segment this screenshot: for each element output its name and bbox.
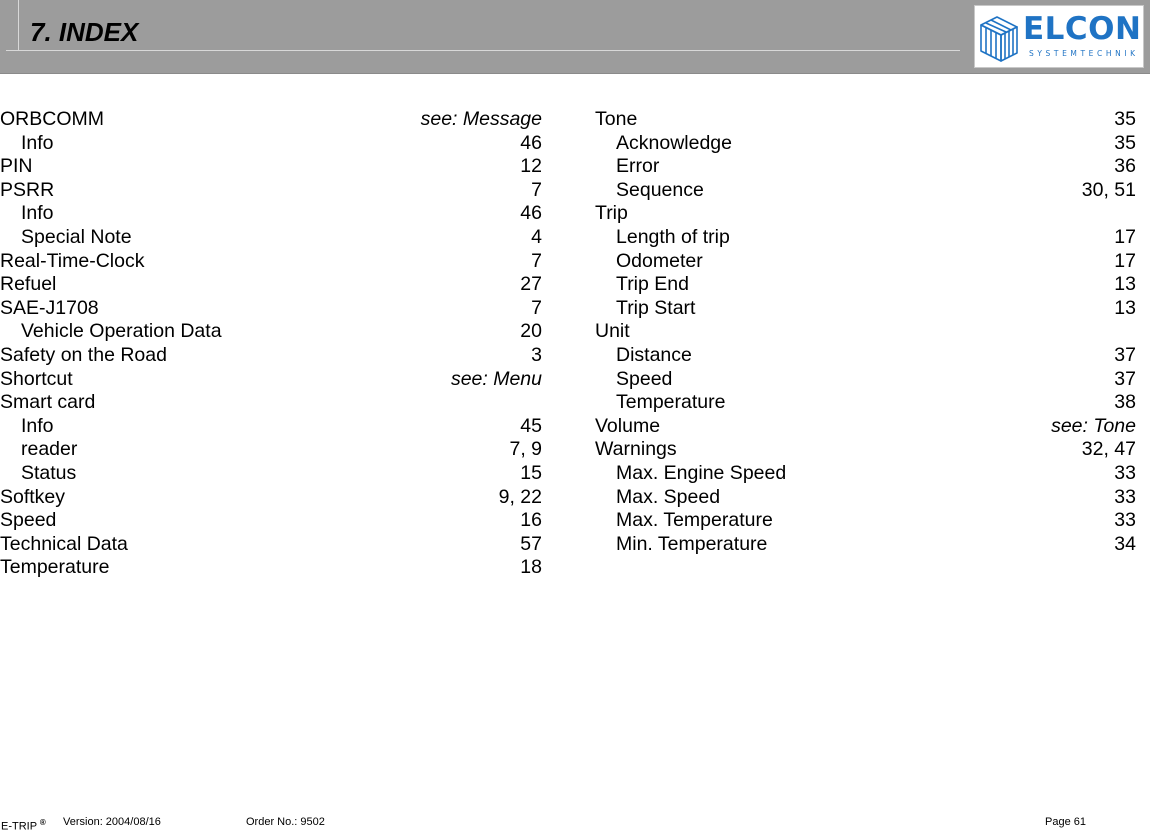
index-term: Info xyxy=(21,414,54,437)
index-term: ORBCOMM xyxy=(0,108,104,130)
index-page-ref: 33 xyxy=(1114,485,1136,508)
index-subentry xyxy=(595,462,1136,486)
index-entry xyxy=(595,108,1136,132)
index-term: Sequence xyxy=(616,178,704,201)
index-page-ref: 27 xyxy=(520,273,542,296)
index-page-ref: 46 xyxy=(520,131,542,154)
index-subentry xyxy=(0,320,542,344)
footer-product: E-TRIP ® xyxy=(1,818,46,833)
index-entry xyxy=(595,415,1136,439)
index-subentry xyxy=(595,391,1136,415)
index-term: Min. Temperature xyxy=(616,532,768,555)
index-entry xyxy=(595,438,1136,462)
header-divider xyxy=(6,50,960,51)
index-term: Volume xyxy=(595,414,661,437)
index-term: Odometer xyxy=(616,249,703,272)
index-entry xyxy=(0,344,542,368)
index-term: Trip End xyxy=(616,273,689,296)
index-term: Max. Engine Speed xyxy=(616,461,787,484)
index-page-ref: 57 xyxy=(520,532,542,555)
index-page-ref: 35 xyxy=(1114,131,1136,154)
index-term: Temperature xyxy=(616,391,726,414)
header-divider-vertical xyxy=(18,0,19,50)
index-page-ref: see: Tone xyxy=(1051,414,1136,437)
index-subentry xyxy=(595,509,1136,533)
index-entry xyxy=(0,533,542,557)
index-entry xyxy=(595,320,1136,344)
index-subentry xyxy=(0,202,542,226)
registered-mark: ® xyxy=(39,818,46,827)
footer-page-number: Page 61 xyxy=(1045,816,1086,828)
index-subentry xyxy=(595,226,1136,250)
logo-brand-text: ELCON xyxy=(1023,11,1142,47)
index-subentry xyxy=(595,368,1136,392)
index-subentry xyxy=(0,462,542,486)
index-term: Refuel xyxy=(0,273,57,296)
index-term: Max. Speed xyxy=(616,485,721,508)
index-term: Status xyxy=(21,461,77,484)
index-page-ref: see: Menu xyxy=(450,367,542,390)
index-column-left xyxy=(0,108,542,580)
index-subentry xyxy=(0,438,542,462)
index-page-ref: 7 xyxy=(531,249,542,272)
page-footer xyxy=(0,815,1150,833)
index-term: Unit xyxy=(595,320,630,343)
index-subentry xyxy=(0,132,542,156)
index-subentry xyxy=(0,226,542,250)
index-term: Acknowledge xyxy=(616,131,732,154)
index-term: Error xyxy=(616,155,660,178)
index-term: Distance xyxy=(616,343,692,366)
index-term: Speed xyxy=(616,367,673,390)
index-entry xyxy=(595,202,1136,226)
footer-version: Version: 2004/08/16 xyxy=(63,816,161,828)
index-page-ref: 38 xyxy=(1114,391,1136,414)
index-subentry xyxy=(595,344,1136,368)
page-title: 7. INDEX xyxy=(30,17,139,47)
index-entry xyxy=(0,250,542,274)
index-term: Softkey xyxy=(0,485,66,508)
index-subentry xyxy=(595,250,1136,274)
index-page-ref: 12 xyxy=(520,155,542,178)
index-subentry xyxy=(595,179,1136,203)
index-term: Smart card xyxy=(0,391,96,414)
index-entry xyxy=(0,179,542,203)
index-subentry xyxy=(595,486,1136,510)
index-entry xyxy=(0,486,542,510)
index-page-ref: 32, 47 xyxy=(1081,438,1136,461)
index-page-ref: 17 xyxy=(1114,225,1136,248)
index-entry xyxy=(0,556,542,580)
index-term: Speed xyxy=(0,509,57,532)
index-term: Info xyxy=(21,202,54,225)
index-page-ref: 33 xyxy=(1114,509,1136,532)
index-entry xyxy=(0,297,542,321)
cube-logo-icon xyxy=(977,9,1021,65)
index-page-ref: 15 xyxy=(520,461,542,484)
index-page-ref: 35 xyxy=(1114,108,1136,130)
index-entry xyxy=(0,391,542,415)
index-page-ref: 46 xyxy=(520,202,542,225)
index-subentry xyxy=(595,533,1136,557)
index-term: Warnings xyxy=(595,438,677,461)
index-page-ref: 20 xyxy=(520,320,542,343)
index-page-ref: 30, 51 xyxy=(1081,178,1136,201)
index-term: Technical Data xyxy=(0,532,128,555)
index-term: Tone xyxy=(595,108,638,130)
index-page-ref: 33 xyxy=(1114,461,1136,484)
index-page-ref: 13 xyxy=(1114,273,1136,296)
index-term: PSRR xyxy=(0,178,55,201)
index-term: Trip xyxy=(595,202,628,225)
index-term: Info xyxy=(21,131,54,154)
index-term: Safety on the Road xyxy=(0,343,167,366)
index-term: Real-Time-Clock xyxy=(0,249,145,272)
index-page-ref: 18 xyxy=(520,556,542,579)
index-page-ref: 3 xyxy=(531,343,542,366)
logo-subtitle-text: SYSTEMTECHNIK xyxy=(1029,49,1139,58)
index-page-ref: 37 xyxy=(1114,367,1136,390)
index-page-ref: 17 xyxy=(1114,249,1136,272)
index-page-ref: 34 xyxy=(1114,532,1136,555)
index-entry xyxy=(0,509,542,533)
index-page-ref: 7 xyxy=(531,178,542,201)
index-term: Special Note xyxy=(21,225,132,248)
index-page-ref: 7, 9 xyxy=(509,438,542,461)
index-term: SAE-J1708 xyxy=(0,296,99,319)
index-term: Trip Start xyxy=(616,296,696,319)
index-entry xyxy=(0,368,542,392)
index-subentry xyxy=(595,297,1136,321)
index-subentry xyxy=(0,415,542,439)
index-term: Temperature xyxy=(0,556,110,579)
page-header xyxy=(0,0,1150,74)
index-term: Length of trip xyxy=(616,225,730,248)
index-page-ref: 9, 22 xyxy=(498,485,542,508)
index-term: Vehicle Operation Data xyxy=(21,320,222,343)
index-page-ref: 4 xyxy=(531,225,542,248)
index-page-ref: 45 xyxy=(520,414,542,437)
index-page-ref: see: Message xyxy=(420,108,542,130)
index-page-ref: 7 xyxy=(531,296,542,319)
index-page-ref: 13 xyxy=(1114,296,1136,319)
index-page-ref: 36 xyxy=(1114,155,1136,178)
index-subentry xyxy=(595,132,1136,156)
index-column-right xyxy=(595,108,1136,556)
index-page-ref: 16 xyxy=(520,509,542,532)
index-entry xyxy=(0,108,542,132)
index-subentry xyxy=(595,155,1136,179)
elcon-logo xyxy=(974,5,1144,68)
index-term: PIN xyxy=(0,155,33,178)
footer-order-number: Order No.: 9502 xyxy=(246,816,325,828)
index-term: reader xyxy=(21,438,78,461)
index-term: Max. Temperature xyxy=(616,509,773,532)
index-subentry xyxy=(595,273,1136,297)
index-entry xyxy=(0,155,542,179)
index-term: Shortcut xyxy=(0,367,73,390)
index-entry xyxy=(0,273,542,297)
index-page-ref: 37 xyxy=(1114,343,1136,366)
